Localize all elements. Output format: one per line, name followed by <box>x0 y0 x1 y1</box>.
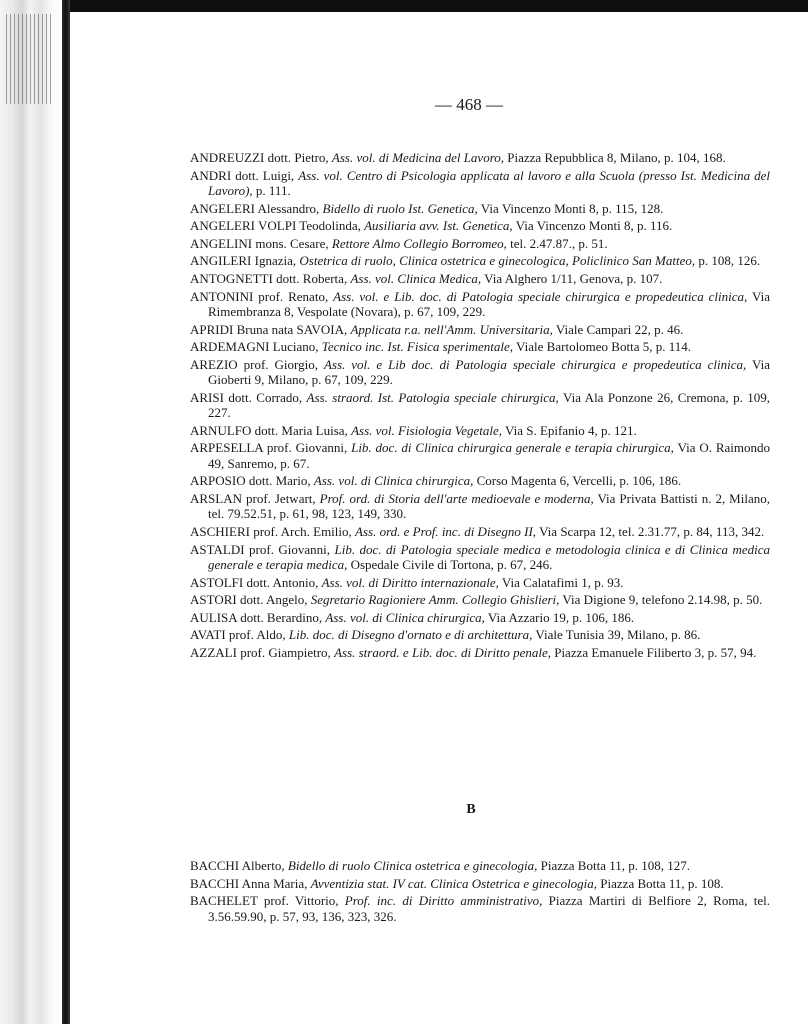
directory-entry <box>190 390 770 421</box>
entry-name: ASTOLFI <box>190 574 244 590</box>
entry-name: ANGILERI <box>190 253 252 269</box>
entry-title: prof. Arch. Emilio, <box>249 523 356 539</box>
entry-title: mons. Cesare, <box>252 235 332 251</box>
entry-address: Via O. Raimondo 49, Sanremo, p. 67. <box>208 440 770 471</box>
entry-role: Ass. straord. e Lib. doc. di Diritto penale, <box>334 644 551 660</box>
entry-address: Viale Campari 22, p. 46. <box>552 321 684 337</box>
entry-address: Via Calatafimi 1, p. 93. <box>498 574 624 590</box>
entry-name: APRIDI <box>190 321 234 337</box>
entry-name: ASTALDI <box>190 541 245 557</box>
directory-entry <box>190 150 770 165</box>
entry-role: Ass. ord. e Prof. inc. di Disegno II, <box>355 523 537 539</box>
directory-entry <box>190 542 770 573</box>
entry-title: prof. Giovanni, <box>244 541 335 557</box>
directory-entry <box>190 201 770 216</box>
entry-title: Teodolinda, <box>296 218 365 234</box>
directory-entry <box>190 236 770 251</box>
entry-name: AVATI <box>190 627 226 643</box>
entry-name: BACCHI <box>190 858 240 873</box>
entry-role: Ass. vol. Fisiologia Vegetale, <box>351 422 502 438</box>
directory-entry <box>190 627 770 642</box>
entry-name: ARISI <box>190 389 224 405</box>
entry-role: Lib. doc. di Disegno d'ornato e di architettura, <box>288 627 533 643</box>
directory-entry <box>190 524 770 539</box>
entry-title: prof. Giampietro, <box>236 644 335 660</box>
entry-title: Luciano, <box>269 339 322 355</box>
entry-address: Corso Magenta 6, Vercelli, p. 106, 186. <box>473 473 682 489</box>
entry-name: ANDRI <box>190 167 232 183</box>
entry-name: ARPOSIO <box>190 473 246 489</box>
directory-entry <box>190 473 770 488</box>
directory-entry <box>190 440 770 471</box>
entry-role: Tecnico inc. Ist. Fisica sperimentale, <box>321 339 514 355</box>
entry-address: p. 108, 126. <box>695 253 761 269</box>
entry-name: ANGELINI <box>190 235 253 251</box>
entry-role: Ass. vol. Centro di Psicologia applicata al lavoro e alla Scuola (presso Ist. Medicina del Lavoro), <box>208 167 771 198</box>
entry-name: ANGELERI VOLPI <box>190 218 297 234</box>
entry-role: Applicata r.a. nell'Amm. Universitaria, <box>350 321 553 337</box>
entry-role: Prof. ord. di Storia dell'arte medioevale e moderna, <box>319 490 594 506</box>
entry-name: ASTORI <box>190 592 237 608</box>
directory-entry <box>190 168 770 199</box>
entry-address: Via Alghero 1/11, Genova, p. 107. <box>481 270 663 286</box>
directory-entry <box>190 271 770 286</box>
directory-entry <box>190 610 770 625</box>
entry-title: prof. Vittorio, <box>257 893 345 909</box>
entry-address: Piazza Emanuele Filiberto 3, p. 57, 94. <box>550 644 757 660</box>
directory-entry <box>190 253 770 268</box>
entry-name: ANTOGNETTI <box>190 270 273 286</box>
entry-title: dott. Maria Luisa, <box>251 422 352 438</box>
directory-entry <box>190 645 770 660</box>
entry-address: p. 111. <box>252 183 291 198</box>
directory-entry <box>190 218 770 233</box>
scan-top-border <box>0 0 808 12</box>
directory-entry <box>190 423 770 438</box>
entry-role: Ass. vol. di Clinica chirurgica, <box>325 609 485 625</box>
entry-title: dott. Berardino, <box>236 609 326 625</box>
entry-role: Bidello di ruolo Clinica ostetrica e ginecologia, <box>287 858 538 873</box>
entry-role: Ass. vol. Clinica Medica, <box>350 270 482 286</box>
entry-name: ANDREUZZI <box>190 150 265 165</box>
entry-role: Ostetrica di ruolo, Clinica ostetrica e ginecologica, Policlinico San Matteo, <box>299 253 696 269</box>
directory-entry <box>190 858 770 873</box>
entry-title: Anna Maria, <box>239 875 311 891</box>
directory-entry <box>190 339 770 354</box>
entry-name: ASCHIERI <box>190 523 250 539</box>
entry-address: Via Rimembranza 8, Vespolate (Novara), p. 67, 109, 229. <box>208 288 770 319</box>
entry-role: Ausiliaria avv. Ist. Genetica, <box>364 218 513 234</box>
entry-role: Ass. vol. di Clinica chirurgica, <box>313 473 474 489</box>
directory-section-b <box>190 858 770 926</box>
entry-name: ARPESELLA <box>190 440 263 456</box>
entry-address: Via Vincenzo Monti 8, p. 115, 128. <box>477 200 664 216</box>
entry-role: Rettore Almo Collegio Borromeo, <box>331 235 507 251</box>
entry-address: Via S. Epifanio 4, p. 121. <box>501 422 637 438</box>
directory-entry <box>190 876 770 891</box>
entry-title: Bruna nata SAVOIA, <box>233 321 351 337</box>
entry-title: Ignazia, <box>251 253 300 269</box>
entry-title: dott. Antonio, <box>243 574 322 590</box>
entry-address: Via Digione 9, telefono 2.14.98, p. 50. <box>559 592 763 608</box>
entry-title: dott. Corrado, <box>223 389 307 405</box>
entry-title: dott. Roberta, <box>272 270 351 286</box>
entry-title: prof. Giorgio, <box>237 356 324 372</box>
entry-address: Piazza Botta 11, p. 108. <box>597 875 724 891</box>
entry-address: Via Azzario 19, p. 106, 186. <box>484 609 635 625</box>
entry-title: dott. Pietro, <box>264 150 332 165</box>
entry-role: Ass. vol. e Lib. doc. di Patologia speciale chirurgica e propedeutica clinica, <box>333 288 748 304</box>
entry-address: Ospedale Civile di Tortona, p. 67, 246. <box>347 556 553 572</box>
entry-title: dott. Angelo, <box>236 592 311 608</box>
entry-title: prof. Giovanni, <box>262 440 352 456</box>
entry-address: Via Gioberti 9, Milano, p. 67, 109, 229. <box>208 356 770 388</box>
directory-entry <box>190 491 770 522</box>
entry-role: Bidello di ruolo Ist. Genetica, <box>322 200 478 216</box>
entry-role: Avventizia stat. IV cat. Clinica Ostetrica e ginecologia, <box>310 875 598 891</box>
entry-title: Alberto, <box>239 858 288 873</box>
entry-address: Piazza Botta 11, p. 108, 127. <box>537 858 690 873</box>
directory-entry <box>190 575 770 590</box>
entry-name: ARNULFO <box>190 422 252 438</box>
section-letter-b: B <box>466 802 476 817</box>
directory-section-a <box>190 150 770 663</box>
entry-name: BACCHI <box>190 875 240 891</box>
entry-title: prof. Jetwart, <box>242 490 320 506</box>
entry-name: ANGELERI <box>190 200 255 216</box>
entry-address: Viale Tunisia 39, Milano, p. 86. <box>532 627 701 643</box>
entry-role: Ass. straord. Ist. Patologia speciale chirurgica, <box>306 389 559 405</box>
entry-role: Prof. inc. di Diritto amministrativo, <box>344 893 543 909</box>
directory-entry <box>190 289 770 320</box>
entry-address: tel. 2.47.87., p. 51. <box>506 235 608 251</box>
entry-address: Viale Bartolomeo Botta 5, p. 114. <box>513 339 691 355</box>
entry-title: dott. Mario, <box>245 473 314 489</box>
entry-title: prof. Aldo, <box>225 627 289 643</box>
scan-left-margin <box>0 0 64 1024</box>
directory-entry <box>190 592 770 607</box>
directory-entry <box>190 322 770 337</box>
entry-title: dott. Luigi, <box>231 167 299 183</box>
entry-role: Segretario Ragioniere Amm. Collegio Ghislieri, <box>310 592 560 608</box>
entry-name: AULISA <box>190 609 237 625</box>
entry-address: Via Scarpa 12, tel. 2.31.77, p. 84, 113, 342. <box>536 523 765 539</box>
page-number: — 468 — <box>435 95 503 114</box>
entry-title: Alessandro, <box>255 200 323 216</box>
entry-role: Ass. vol. di Diritto internazionale, <box>321 574 499 590</box>
entry-name: AREZIO <box>190 356 238 372</box>
entry-name: BACHELET <box>190 893 258 909</box>
entry-role: Lib. doc. di Patologia speciale medica e metodologia clinica e di Clinica medica generale e terapia medica, <box>208 541 770 572</box>
entry-address: Piazza Martiri di Belfiore 2, Roma, tel. 3.56.59.90, p. 57, 93, 136, 323, 326. <box>208 893 770 924</box>
scan-page-edge <box>62 0 70 1024</box>
entry-address: Via Ala Ponzone 26, Cremona, p. 109, 227. <box>208 389 770 421</box>
entry-role: Ass. vol. e Lib doc. di Patologia speciale chirurgica e propedeutica clinica, <box>323 356 747 372</box>
entry-name: ANTONINI <box>190 288 254 304</box>
directory-entry <box>190 357 770 388</box>
entry-title: prof. Renato, <box>253 288 334 304</box>
entry-role: Lib. doc. di Clinica chirurgica generale e terapia chirurgica, <box>351 440 674 456</box>
entry-name: AZZALI <box>190 644 237 660</box>
directory-entry <box>190 893 770 924</box>
entry-role: Ass. vol. di Medicina del Lavoro, <box>331 150 505 165</box>
entry-address: Via Privata Battisti n. 2, Milano, tel. 79.52.51, p. 61, 98, 123, 149, 330. <box>208 490 770 522</box>
entry-address: Via Vincenzo Monti 8, p. 116. <box>512 218 673 234</box>
entry-address: Piazza Repubblica 8, Milano, p. 104, 168. <box>504 150 726 165</box>
entry-name: ARDEMAGNI <box>190 339 270 355</box>
entry-name: ARSLAN <box>190 490 243 506</box>
